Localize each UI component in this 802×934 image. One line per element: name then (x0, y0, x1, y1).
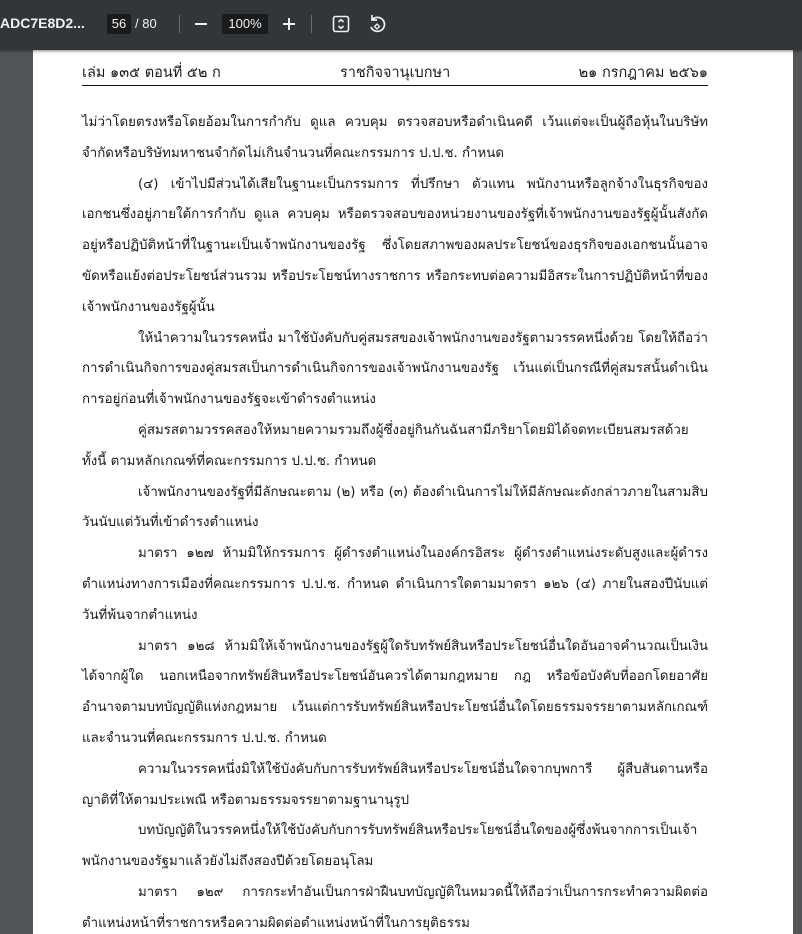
paragraph: บทบัญญัติในวรรคหนึ่งให้ใช้บังคับกับการรับทรัพย์สินหรือประโยชน์อื่นใดของผู้ซึ่งพ้นจากการเป็นเจ้าพนักงานของรัฐมาแล้วยังไม่ถึงสองปีด้วยโดยอนุโลม (82, 823, 698, 870)
pdf-toolbar (0, 0, 802, 50)
minus-icon (194, 12, 208, 36)
paragraph: คู่สมรสตามวรรคสองให้หมายความรวมถึงผู้ซึ่งอยู่กินกันฉันสามีภริยาโดยมิได้จดทะเบียนสมรสด้วย ทั้งนี้ ตามหลักเกณฑ์ที่คณะกรรมการ ป.ป.ช. กำหนด (82, 422, 689, 469)
paragraph: มาตรา ๑๒๘ ห้ามมิให้เจ้าพนักงานของรัฐผู้ใดรับทรัพย์สินหรือประโยชน์อื่นใดอันอาจคำนวณเป็นเงินได้จากผู้ใด นอกเหนือจากทรัพย์สินหรือประโยชน์อันควรได้ตามกฎหมาย กฎ หรือข้อบังคับที่ออกโดยอาศัยอำนาจตามบทบัญญัติแห่งกฎหมาย เว้นแต่การรับทรัพย์สินหรือประโยชน์อื่นใดโดยธรรมจรรยาตามหลักเกณฑ์และจำนวนที่คณะกรรมการ ป.ป.ช. กำหนด (82, 638, 708, 746)
paragraph: ให้นำความในวรรคหนึ่ง มาใช้บังคับกับคู่สมรสของเจ้าพนักงานของรัฐตามวรรคหนึ่งด้วย โดยให้ถือว่าการดำเนินกิจการของคู่สมรสเป็นการดำเนินกิจการของเจ้าพนักงานของรัฐ เว้นแต่เป็นกรณีที่คู่สมรสนั้นดำเนินการอยู่ก่อนที่เจ้าพนักงานของรัฐจะเข้าดำรงตำแหน่ง (82, 330, 708, 408)
paragraph: เจ้าพนักงานของรัฐที่มีลักษณะตาม (๒) หรือ (๓) ต้องดำเนินการไม่ให้มีลักษณะดังกล่าวภายในสามสิบวันนับแต่วันที่เข้าดำรงตำแหน่ง (82, 484, 708, 531)
rotate-button[interactable] (365, 12, 389, 36)
pdf-page (33, 50, 793, 934)
document-title: ADC7E8D2... (0, 15, 85, 31)
page-number-input[interactable]: 56 (107, 14, 131, 34)
paragraph: ความในวรรคหนึ่งมิให้ใช้บังคับกับการรับทรัพย์สินหรือประโยชน์อื่นใดจากบุพการี ผู้สืบสันดานหรือญาติที่ให้ตามประเพณี หรือตามธรรมจรรยาตามฐานานุรูป (82, 761, 708, 808)
toolbar-divider (179, 15, 180, 33)
page-count (135, 16, 157, 31)
fit-page-icon (331, 12, 351, 36)
page-body (82, 108, 708, 934)
rotate-icon (366, 12, 388, 36)
zoom-out-button[interactable] (189, 12, 213, 36)
zoom-in-button[interactable] (277, 12, 301, 36)
fit-page-button[interactable] (329, 12, 353, 36)
running-header (82, 59, 708, 86)
header-date: ๒๑ กรกฎาคม ๒๕๖๑ (578, 65, 708, 81)
header-gazette-title: ราชกิจจานุเบกษา (340, 65, 451, 81)
header-volume-issue: เล่ม ๑๓๕ ตอนที่ ๕๒ ก (82, 65, 221, 81)
paragraph: (๔) เข้าไปมีส่วนได้เสียในฐานะเป็นกรรมการ ที่ปรึกษา ตัวแทน พนักงานหรือลูกจ้างในธุรกิจของเอกชนซึ่งอยู่ภายใต้การกำกับ ดูแล ควบคุม หรือตรวจสอบของหน่วยงานของรัฐที่เจ้าพนักงานของรัฐผู้นั้นสังกัดอยู่หรือปฏิบัติหน้าที่ในฐานะเป็นเจ้าพนักงานของรัฐ ซึ่งโดยสภาพของผลประโยชน์ของธุรกิจของเอกชนนั้นอาจขัดหรือแย้งต่อประโยชน์ส่วนรวม หรือประโยชน์ทางราชการ หรือกระทบต่อความมีอิสระในการปฏิบัติหน้าที่ของเจ้าพนักงานของรัฐผู้นั้น (82, 176, 708, 315)
total-pages: 80 (142, 16, 157, 31)
page-separator: / (135, 16, 139, 31)
plus-icon (282, 12, 296, 36)
paragraph: มาตรา ๑๒๙ การกระทำอันเป็นการฝ่าฝืนบทบัญญัติในหมวดนี้ให้ถือว่าเป็นการกระทำความผิดต่อตำแหน่งหน้าที่ราชการหรือความผิดต่อตำแหน่งหน้าที่ในการยุติธรรม (82, 884, 708, 931)
pdf-viewer[interactable] (0, 50, 802, 934)
zoom-level-input[interactable]: 100% (222, 14, 268, 34)
toolbar-divider (311, 15, 312, 33)
paragraph: ไม่ว่าโดยตรงหรือโดยอ้อมในการกำกับ ดูแล ควบคุม ตรวจสอบหรือดำเนินคดี เว้นแต่จะเป็นผู้ถือหุ้นในบริษัทจำกัดหรือบริษัทมหาชนจำกัดไม่เกินจำนวนที่คณะกรรมการ ป.ป.ช. กำหนด (82, 115, 708, 161)
paragraph: มาตรา ๑๒๗ ห้ามมิให้กรรมการ ผู้ดำรงตำแหน่งในองค์กรอิสระ ผู้ดำรงตำแหน่งระดับสูงและผู้ดำรงตำแหน่งทางการเมืองที่คณะกรรมการ ป.ป.ช. กำหนด ดำเนินการใดตามมาตรา ๑๒๖ (๔) ภายในสองปีนับแต่วันที่พ้นจากตำแหน่ง (82, 546, 708, 623)
